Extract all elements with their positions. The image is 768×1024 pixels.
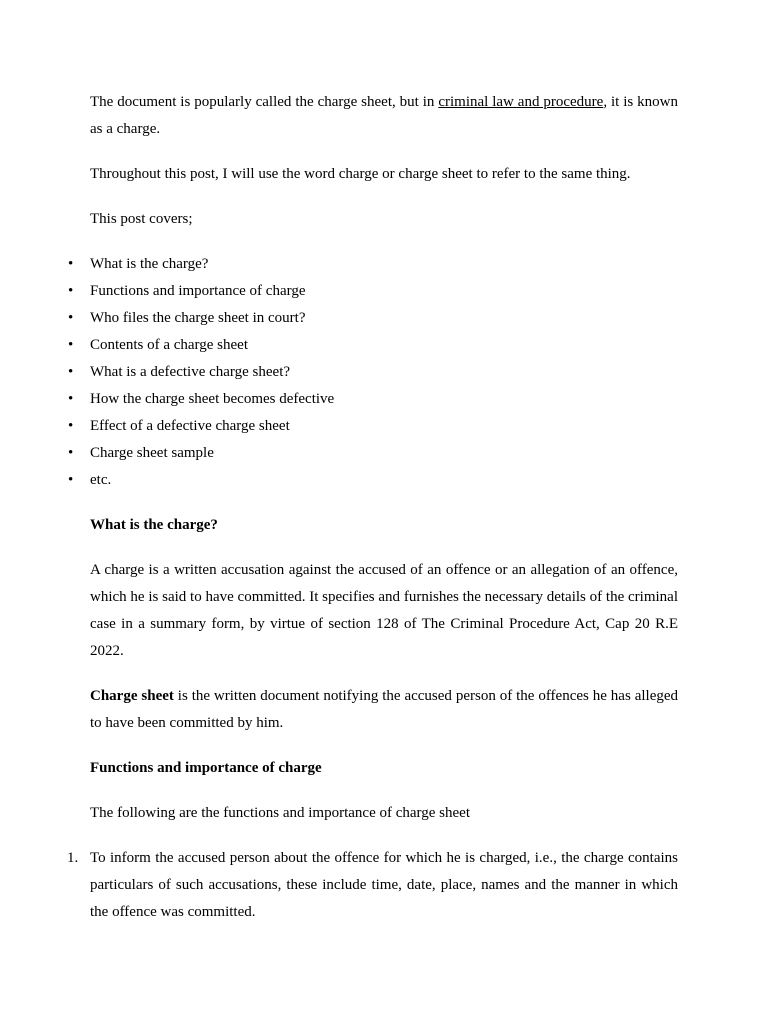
- list-item: [68, 413, 678, 440]
- list-item-text: What is a defective charge sheet?: [90, 364, 291, 380]
- list-item-text: Charge sheet sample: [90, 445, 214, 461]
- intro-text-after-link: , it is known as a charge.: [90, 94, 678, 137]
- bullet-icon: •: [68, 256, 74, 272]
- list-item: [68, 305, 678, 332]
- list-item: [68, 440, 678, 467]
- charge-sheet-term: Charge sheet: [90, 688, 174, 704]
- functions-intro-paragraph: The following are the functions and importance of charge sheet: [90, 805, 471, 821]
- list-item-text: etc.: [90, 472, 112, 488]
- intro-paragraph-3: This post covers;: [90, 211, 193, 227]
- bullet-icon: •: [68, 310, 74, 326]
- bullet-icon: •: [68, 472, 74, 488]
- bullet-icon: •: [68, 283, 74, 299]
- list-item: [68, 278, 678, 305]
- bullet-icon: •: [68, 391, 74, 407]
- list-item-text: What is the charge?: [90, 256, 209, 272]
- section-heading-functions: Functions and importance of charge: [90, 760, 322, 776]
- charge-sheet-definition-text: is the written document notifying the accused person of the offences he has alleged to have been committed by him.: [90, 688, 679, 731]
- functions-list: [67, 845, 678, 926]
- intro-text-before-link: The document is popularly called the charge sheet, but in: [90, 94, 439, 110]
- bullet-icon: •: [68, 445, 74, 461]
- list-item: [68, 467, 678, 494]
- criminal-law-link[interactable]: criminal law and procedure: [438, 94, 604, 110]
- list-item: [68, 386, 678, 413]
- list-item: [68, 251, 678, 278]
- document-body: [67, 89, 679, 926]
- bullet-icon: •: [68, 337, 74, 353]
- bullet-icon: •: [68, 364, 74, 380]
- bullet-icon: •: [68, 418, 74, 434]
- charge-definition-paragraph: A charge is a written accusation against the accused of an offence or an allegation of an offence, which he is said to have committed. It specifies and furnishes the necessary details of the criminal case in a summary form, by virtue of section 128 of The Criminal Procedure Act, Cap 20 R.E 2022.: [90, 562, 678, 659]
- list-item: [68, 332, 678, 359]
- list-item-text: Functions and importance of charge: [90, 283, 306, 299]
- list-item-text: Effect of a defective charge sheet: [90, 418, 290, 434]
- intro-paragraph-1: [90, 89, 678, 143]
- list-item-text: Contents of a charge sheet: [90, 337, 249, 353]
- charge-sheet-definition-paragraph: [90, 683, 678, 737]
- list-item-text: Who files the charge sheet in court?: [90, 310, 306, 326]
- intro-paragraph-2: Throughout this post, I will use the word charge or charge sheet to refer to the same thing.: [90, 166, 631, 182]
- list-item-text: How the charge sheet becomes defective: [90, 391, 335, 407]
- list-item: [67, 845, 678, 926]
- post-contents-list: [68, 251, 678, 494]
- list-number: 1.: [67, 850, 79, 866]
- section-heading-what-is-charge: What is the charge?: [90, 517, 218, 533]
- list-item-text: To inform the accused person about the offence for which he is charged, i.e., the charge contains particulars of such accusations, these include time, date, place, names and the manner in which the offence was committed.: [90, 850, 678, 920]
- list-item: [68, 359, 678, 386]
